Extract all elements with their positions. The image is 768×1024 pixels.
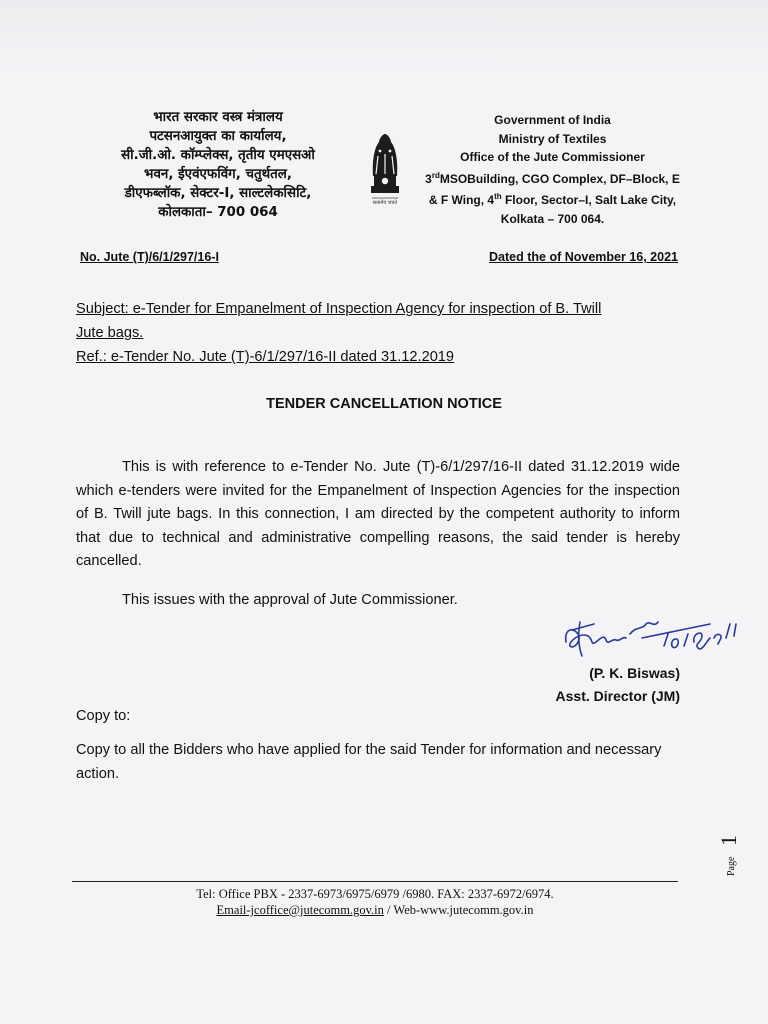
footer-links [72,902,678,918]
english-header-line: Kolkata – 700 064. [500,211,605,226]
subject-line: Jute bags. [76,325,144,341]
page-label: Page [726,856,737,876]
scan-top-edge [0,0,768,70]
footer-separator: / [383,903,394,917]
hindi-header-line: सी.जी.ओ. कॉम्प्लेक्स, तृतीय एमएसओ [121,148,315,163]
signatory-name: (P. K. Biswas) [589,665,680,681]
copy-to-label: Copy to: [76,708,131,724]
emblem-motto: सत्यमेव जयते [372,200,398,206]
hindi-header [88,108,348,222]
handwritten-signature [560,612,740,664]
hindi-header-line: डीएफब्लॉक, सेक्टर-I, साल्टलेकसिटि, [124,186,312,201]
english-header-line: Government of India [494,113,611,127]
footer [72,886,678,918]
english-header-line: & F Wing, 4th Floor, Sector–I, Salt Lake City, [428,192,677,207]
page-digit: 1 [716,835,741,846]
subject-block [76,297,686,369]
hindi-header-line: कोलकाता– 700 064 [158,205,278,220]
english-header-line: Office of the Jute Commissioner [460,150,645,164]
approval-line: This issues with the approval of Jute Commissioner. [122,592,458,608]
notice-title: TENDER CANCELLATION NOTICE [266,396,502,412]
hindi-header-line: पटसनआयुक्त का कार्यालय, [149,129,287,144]
english-header-line: 3rdMSOBuilding, CGO Complex, DF–Block, E [425,170,680,186]
signatory-designation: Asst. Director (JM) [555,688,680,704]
subject-line: Subject: e-Tender for Empanelment of Inspection Agency for inspection of B. Twill [76,301,602,317]
document-date: Dated the of November 16, 2021 [489,250,678,264]
page-number [712,820,742,878]
english-header-line: Ministry of Textiles [498,131,607,146]
signatory-block [520,662,680,708]
email-link[interactable]: Email-jcoffice@jutecomm.gov.in [216,903,384,917]
web-link[interactable]: Web-www.jutecomm.gov.in [393,903,534,917]
subject-reference: Ref.: e-Tender No. Jute (T)-6/1/297/16-II dated 31.12.2019 [76,349,455,365]
english-header [420,111,685,228]
body-paragraph: This is with reference to e-Tender No. Jute (T)-6/1/297/16-II dated 31.12.2019 wide which e-tenders were invited for the Empanelment of Inspection Agencies for the inspection of B. Twill jute bags. In this connection, I am directed by the competent authority to inform that due to technical and administrative compelling reasons, the said tender is hereby cancelled. [76,459,680,569]
copy-to-text: Copy to all the Bidders who have applied for the said Tender for information and necessary action. [76,742,662,782]
reference-number: No. Jute (T)/6/1/297/16-I [80,250,219,264]
footer-divider [72,881,678,882]
footer-contact: Tel: Office PBX - 2337-6973/6975/6979 /6980. FAX: 2337-6972/6974. [196,887,554,901]
hindi-header-line: भवन, ईएवंएफविंग, चतुर्थतल, [144,167,292,182]
state-emblem-icon [360,132,410,212]
hindi-header-line: भारत सरकार वस्त्र मंत्रालय [153,110,283,125]
